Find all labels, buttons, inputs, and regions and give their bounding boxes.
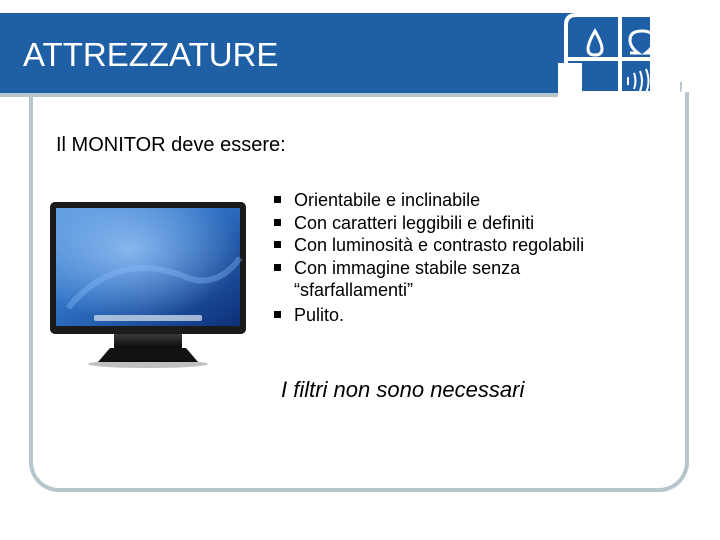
bullet-square-icon [274, 311, 281, 318]
bullet-square-icon [274, 219, 281, 226]
title-underline [0, 93, 560, 97]
sound-waves-icon [628, 69, 666, 93]
list-item [271, 257, 631, 302]
list-item [271, 189, 631, 212]
list-item [271, 212, 631, 235]
note-text: I filtri non sono necessari [281, 377, 525, 402]
list-item-text: Orientabile e inclinabile [294, 190, 481, 210]
list-item-text: Con luminosità e contrasto regolabili [294, 235, 585, 255]
logo-emblem-icon [556, 9, 686, 109]
slide-title: ATTREZZATURE [23, 36, 279, 73]
monitor-image [48, 188, 248, 370]
water-drop-icon [588, 31, 602, 55]
bullet-square-icon [274, 264, 281, 271]
bullet-square-icon [274, 196, 281, 203]
omega-icon [630, 31, 670, 53]
list-item [271, 234, 631, 257]
list-item [271, 304, 631, 327]
slide-heading: Il MONITOR deve essere: [56, 134, 286, 156]
requirements-list [271, 189, 631, 326]
list-item-text: Pulito. [294, 304, 345, 325]
bullet-square-icon [274, 241, 281, 248]
list-item-text: Con caratteri leggibili e definiti [294, 212, 535, 233]
list-item-text: Con immagine stabile senza “sfarfallamenti” [294, 257, 521, 300]
